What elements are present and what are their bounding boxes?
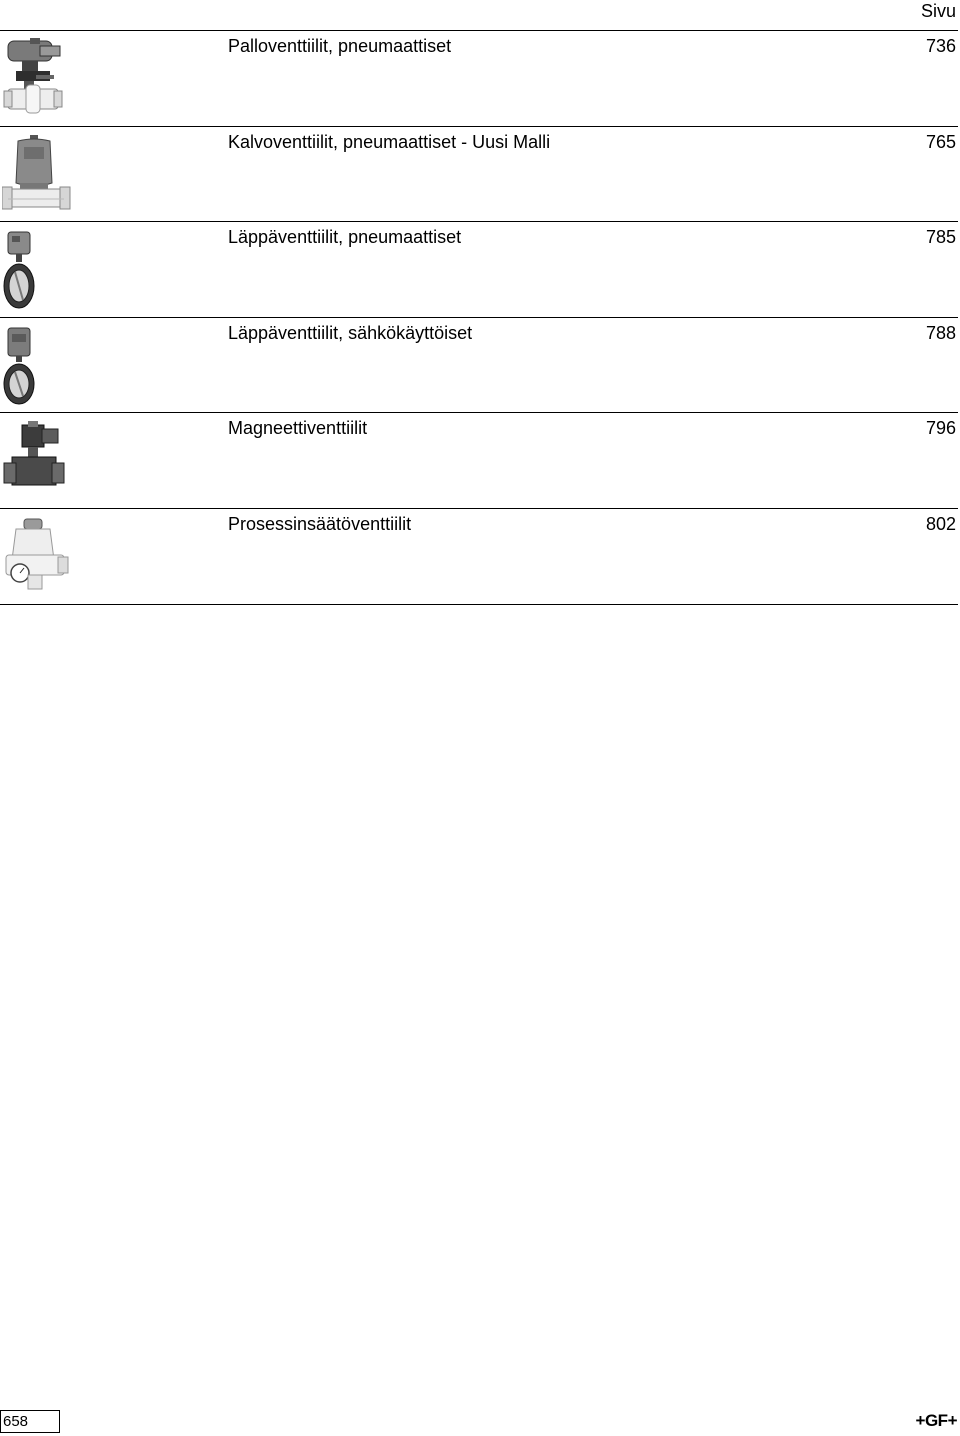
- toc-entry-title: Läppäventtiilit, sähkökäyttöiset: [228, 322, 473, 343]
- toc-row[interactable]: [0, 317, 958, 413]
- toc-row[interactable]: [0, 30, 958, 126]
- toc-entry-title: Kalvoventtiilit, pneumaattiset - Uusi Malli: [228, 131, 551, 152]
- solenoid-valve-image: [2, 419, 82, 501]
- electric-butterfly-valve-image: [2, 324, 82, 406]
- toc-entry-title: Läppäventtiilit, pneumaattiset: [228, 227, 462, 247]
- page-number: 658: [0, 1410, 60, 1433]
- toc-entry-title: Magneettiventtiilit: [228, 418, 368, 438]
- toc-entry-page: 736: [925, 36, 956, 56]
- brand-logo: +GF+: [915, 1411, 957, 1430]
- ball-valve-image: [2, 37, 82, 119]
- toc-entry-page: 785: [925, 227, 956, 247]
- toc-row[interactable]: [0, 508, 958, 605]
- toc-entry-page: 788: [925, 322, 956, 343]
- pneumatic-butterfly-valve-image: [2, 228, 82, 310]
- table-of-contents: [0, 30, 958, 605]
- diaphragm-valve-image: [2, 133, 82, 215]
- toc-row[interactable]: [0, 126, 958, 222]
- toc-row[interactable]: [0, 412, 958, 508]
- toc-entry-page: 765: [925, 131, 956, 152]
- toc-entry-title: Palloventtiilit, pneumaattiset: [228, 36, 452, 56]
- page-column-label: Sivu: [920, 1, 956, 21]
- toc-entry-page: 796: [925, 418, 956, 438]
- toc-entry-page: 802: [925, 513, 956, 534]
- toc-row[interactable]: [0, 221, 958, 317]
- toc-entry-title: Prosessinsäätöventtiilit: [228, 513, 412, 534]
- process-control-valve-image: [2, 515, 82, 597]
